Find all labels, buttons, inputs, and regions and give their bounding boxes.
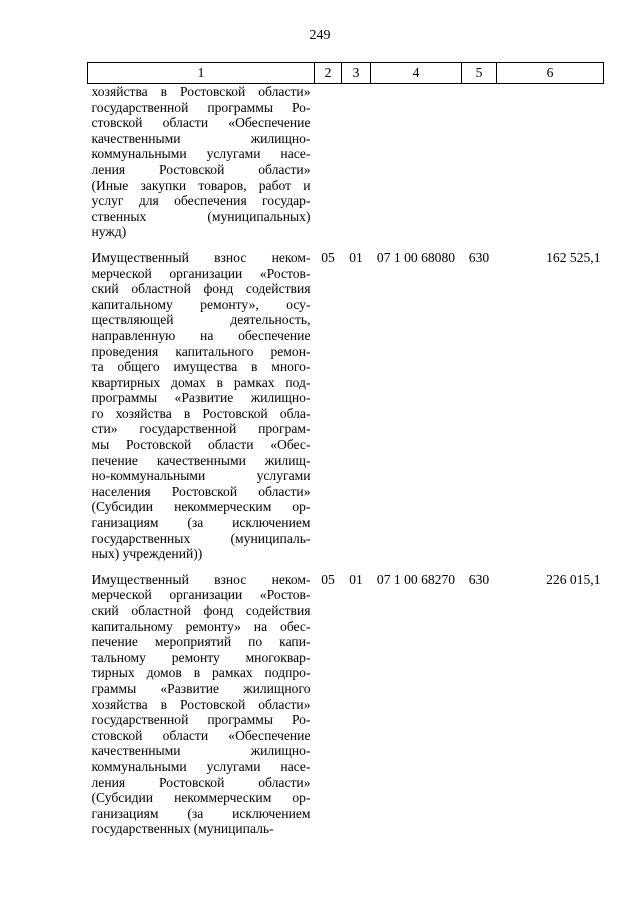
description-line: качественными жилищно- xyxy=(91,130,311,146)
target-article-cell: 07 1 00 68080 xyxy=(376,249,456,265)
description-line: мерческой организации «Ростов- xyxy=(91,265,311,281)
column-header-6: 6 xyxy=(497,63,604,84)
description-line: программы «Развитие жилищно- xyxy=(91,390,311,406)
description-line: ский областной фонд содействия xyxy=(91,603,311,618)
description-line: государственной программы Ро- xyxy=(91,99,311,115)
description-line: стовской области «Обеспечение xyxy=(91,115,311,131)
amount-cell: 226 015,1 xyxy=(546,571,601,587)
description-cell xyxy=(88,84,315,240)
description-line: Имущественный взнос неком- xyxy=(91,249,311,265)
row-spacer xyxy=(88,240,604,250)
description-line: та общего имущества в много- xyxy=(91,359,311,375)
column-header-4: 4 xyxy=(371,63,462,84)
description-line: ления Ростовской области» xyxy=(91,161,311,177)
description-line: государственных (муниципаль- xyxy=(91,821,274,837)
description-line: проведения капитального ремон- xyxy=(91,343,311,359)
description-line: печение мероприятий по капи- xyxy=(91,634,311,650)
description-line: (Субсидии некоммерческим ор- xyxy=(91,790,311,806)
description-line: хозяйства в Ростовской области» xyxy=(91,84,311,99)
description-line: услуг для обеспечения государ- xyxy=(91,193,311,209)
description-line: коммунальными услугами насе- xyxy=(91,146,311,162)
description-line: коммунальными услугами насе- xyxy=(91,758,311,774)
target-article-cell xyxy=(371,84,462,240)
description-line: го хозяйства в Ростовской обла- xyxy=(91,405,311,421)
subsection-code-cell: 01 xyxy=(349,249,363,265)
target-article-cell: 07 1 00 68270 xyxy=(376,571,456,587)
column-header-2: 2 xyxy=(315,63,342,84)
description-line: нужд) xyxy=(91,224,127,240)
description-line: стовской области «Обеспечение xyxy=(91,727,311,743)
budget-table xyxy=(87,62,604,837)
description-line: квартирных домах в рамках под- xyxy=(91,374,311,390)
description-line: ский областной фонд содействия xyxy=(91,281,311,297)
description-line: ственных (муниципальных) xyxy=(91,208,311,224)
description-line: ганизациям (за исключением xyxy=(91,805,311,821)
row-spacer-cell xyxy=(88,240,604,250)
table-row xyxy=(88,572,604,837)
section-code-cell: 05 xyxy=(321,249,335,265)
description-line: Имущественный взнос неком- xyxy=(91,571,311,587)
description-line: хозяйства в Ростовской области» xyxy=(91,696,311,712)
section-code-cell xyxy=(315,84,342,240)
description-line: направленную на обеспечение xyxy=(91,327,311,343)
description-line: капитальному ремонту» на обес- xyxy=(91,618,311,634)
description-line: капитальному ремонту», осу- xyxy=(91,296,311,312)
expense-type-cell: 630 xyxy=(468,571,490,587)
table-row xyxy=(88,84,604,240)
description-line: ных) учреждений)) xyxy=(91,546,203,562)
description-line: но-коммунальными услугами xyxy=(91,468,311,484)
description-line: государственных (муниципаль- xyxy=(91,530,311,546)
description-line: (Иные закупки товаров, работ и xyxy=(91,177,311,193)
description-line: тирных домов в рамках подпро- xyxy=(91,665,311,681)
description-cell xyxy=(88,572,315,837)
description-line: качественными жилищно- xyxy=(91,743,311,759)
table-row xyxy=(88,250,604,562)
expense-type-cell xyxy=(462,84,497,240)
column-header-3: 3 xyxy=(342,63,371,84)
description-line: (Субсидии некоммерческим ор- xyxy=(91,499,311,515)
description-line: мерческой организации «Ростов- xyxy=(91,587,311,603)
description-cell xyxy=(88,250,315,562)
description-line: ления Ростовской области» xyxy=(91,774,311,790)
table-header xyxy=(88,63,604,84)
table-header-row xyxy=(88,63,604,84)
row-spacer xyxy=(88,562,604,572)
page-number: 249 xyxy=(309,28,331,43)
description-line: сти» государственной програм- xyxy=(91,421,311,437)
description-line: населения Ростовской области» xyxy=(91,483,311,499)
subsection-code-cell: 01 xyxy=(349,571,363,587)
description-line: ществляющей деятельность, xyxy=(91,312,311,328)
row-spacer-cell xyxy=(88,562,604,572)
description-line: государственной программы Ро- xyxy=(91,712,311,728)
table-body xyxy=(88,84,604,837)
expense-type-cell: 630 xyxy=(468,249,490,265)
subsection-code-cell xyxy=(342,84,371,240)
section-code-cell: 05 xyxy=(321,571,335,587)
description-line: ганизациям (за исключением xyxy=(91,515,311,531)
description-line: граммы «Развитие жилищного xyxy=(91,680,311,696)
amount-cell xyxy=(497,84,604,240)
description-line: мы Ростовской области «Обес- xyxy=(91,437,311,453)
column-header-1: 1 xyxy=(88,63,315,84)
column-header-5: 5 xyxy=(462,63,497,84)
amount-cell: 162 525,1 xyxy=(546,249,601,265)
description-line: печение качественными жилищ- xyxy=(91,452,311,468)
description-line: тальному ремонту многоквар- xyxy=(91,649,311,665)
